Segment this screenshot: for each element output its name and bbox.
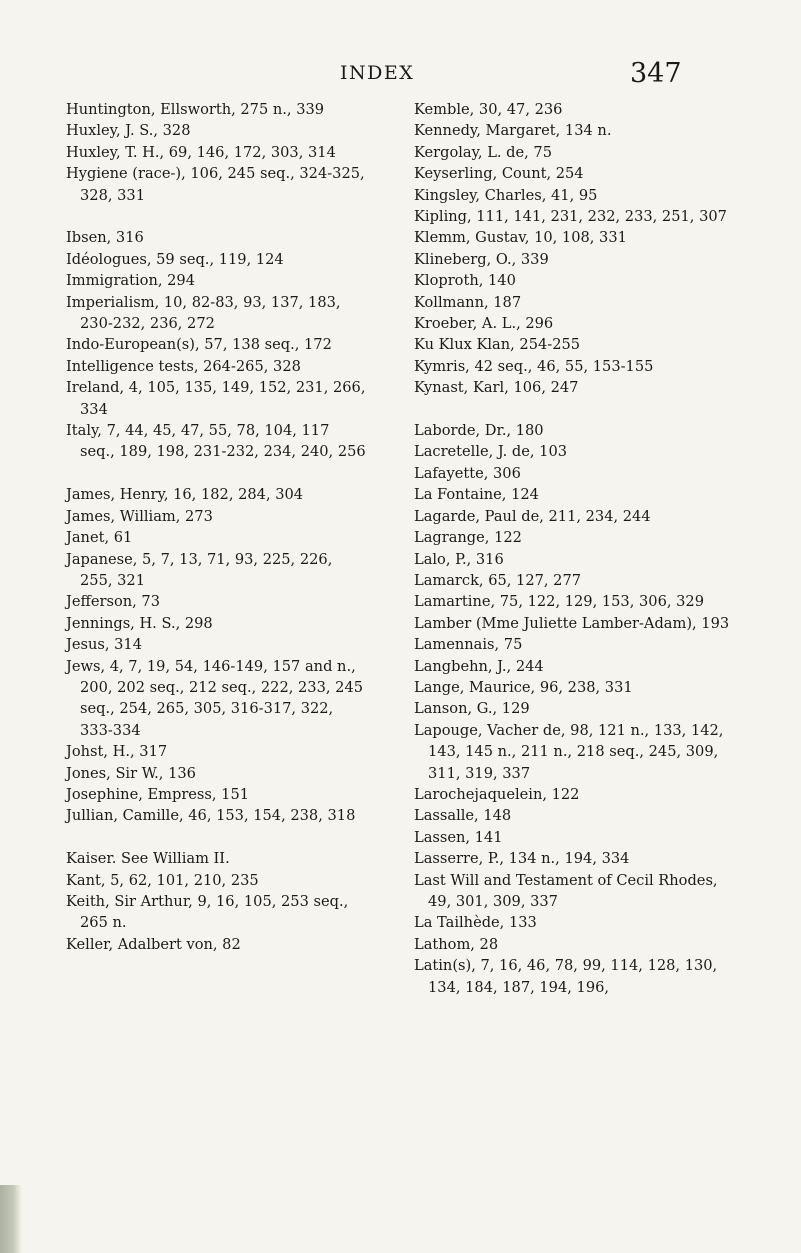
- index-entry: Immigration, 294: [66, 272, 195, 290]
- index-entry: Lacretelle, J. de, 103: [414, 443, 568, 461]
- index-entry: Lafayette, 306: [414, 464, 521, 482]
- index-entry: Kaiser. See William II.: [66, 850, 230, 868]
- index-entry: Janet, 61: [66, 529, 133, 547]
- index-entry: La Fontaine, 124: [414, 486, 539, 504]
- index-entry: Lamartine, 75, 122, 129, 153, 306, 329: [414, 593, 704, 611]
- index-entry: Italy, 7, 44, 45, 47, 55, 78, 104, 117 seq., 189, 198, 231-232, 234, 240, 256: [66, 422, 366, 461]
- index-entry: Huxley, T. H., 69, 146, 172, 303, 314: [66, 143, 336, 161]
- index-column-right: [414, 99, 736, 998]
- index-entry: Kymris, 42 seq., 46, 55, 153-155: [414, 357, 654, 375]
- index-entry: Lassalle, 148: [414, 807, 512, 825]
- index-entry: James, Henry, 16, 182, 284, 304: [66, 486, 304, 504]
- index-entry: Klineberg, O., 339: [414, 250, 549, 268]
- index-entry: Huntington, Ellsworth, 275 n., 339: [66, 101, 325, 118]
- index-entry: Johst, H., 317: [66, 743, 168, 761]
- index-entry: Kollmann, 187: [414, 293, 522, 311]
- index-entry: Imperialism, 10, 82-83, 93, 137, 183, 230-232, 236, 272: [66, 293, 341, 333]
- index-entry: Lagarde, Paul de, 211, 234, 244: [414, 507, 651, 525]
- index-entry: Keith, Sir Arthur, 9, 16, 105, 253 seq., 265 n.: [66, 892, 349, 932]
- index-entry: Jullian, Camille, 46, 153, 154, 238, 318: [66, 807, 356, 825]
- index-entry: Kemble, 30, 47, 236: [414, 101, 563, 118]
- index-entry: Larochejaquelein, 122: [414, 785, 580, 803]
- index-entry: Ireland, 4, 105, 135, 149, 152, 231, 266, 334: [66, 379, 366, 418]
- index-entry: Huxley, J. S., 328: [66, 122, 191, 140]
- index-entry: Lanson, G., 129: [414, 700, 530, 718]
- index-entry: Hygiene (race-), 106, 245 seq., 324-325, 328, 331: [66, 165, 365, 204]
- index-entry: Jesus, 314: [66, 636, 142, 654]
- index-entry: Idéologues, 59 seq., 119, 124: [66, 250, 284, 268]
- index-entry: Kingsley, Charles, 41, 95: [414, 186, 598, 204]
- index-entry: Lasserre, P., 134 n., 194, 334: [414, 850, 630, 868]
- index-entry: James, William, 273: [66, 507, 213, 525]
- index-entry: Kroeber, A. L., 296: [414, 315, 554, 333]
- index-entry: Jefferson, 73: [66, 593, 160, 611]
- index-entry: Intelligence tests, 264-265, 328: [66, 357, 301, 375]
- index-entry: Kipling, 111, 141, 231, 232, 233, 251, 307: [414, 208, 727, 226]
- index-entry: Kennedy, Margaret, 134 n.: [414, 122, 612, 140]
- index-entry: Keller, Adalbert von, 82: [66, 935, 241, 953]
- index-entry: Kloproth, 140: [414, 272, 516, 290]
- index-entry: Lange, Maurice, 96, 238, 331: [414, 678, 633, 696]
- scan-edge-mark: [0, 1185, 22, 1253]
- index-entry: La Tailhède, 133: [414, 914, 537, 932]
- index-entry: Ibsen, 316: [66, 229, 144, 247]
- index-entry: Klemm, Gustav, 10, 108, 331: [414, 229, 627, 247]
- index-entry: Lassen, 141: [414, 828, 503, 846]
- index-entry: Lamber (Mme Juliette Lamber-Adam), 193: [414, 614, 730, 632]
- index-entry: Keyserling, Count, 254: [414, 165, 584, 183]
- index-entry: Ku Klux Klan, 254-255: [414, 336, 581, 354]
- index-entry: Josephine, Empress, 151: [66, 785, 250, 803]
- page-number: 347: [630, 58, 682, 89]
- index-entry: Lagrange, 122: [414, 529, 522, 547]
- index-entry: Indo-European(s), 57, 138 seq., 172: [66, 336, 332, 354]
- index-entry: Kant, 5, 62, 101, 210, 235: [66, 871, 259, 889]
- index-entry: Lamennais, 75: [414, 636, 523, 654]
- index-entry: Jones, Sir W., 136: [66, 764, 196, 782]
- index-entry: Kergolay, L. de, 75: [414, 143, 552, 161]
- index-entry: Laborde, Dr., 180: [414, 422, 544, 440]
- index-entry: Kynast, Karl, 106, 247: [414, 379, 579, 397]
- index-entry: Japanese, 5, 7, 13, 71, 93, 225, 226, 255, 321: [66, 550, 333, 589]
- index-entry: Lathom, 28: [414, 935, 499, 953]
- index-entry: Lamarck, 65, 127, 277: [414, 571, 582, 589]
- index-entry: Last Will and Testament of Cecil Rhodes, 49, 301, 309, 337: [414, 871, 718, 911]
- index-entry: Jews, 4, 7, 19, 54, 146-149, 157 and n., 200, 202 seq., 212 seq., 222, 233, 245 seq., 254, 265, 305, 316-317, 322, 333-334: [66, 657, 364, 739]
- running-head: [0, 58, 801, 98]
- index-entry: Jennings, H. S., 298: [66, 614, 213, 632]
- index-column-left: [66, 99, 366, 955]
- index-entry: Lapouge, Vacher de, 98, 121 n., 133, 142, 143, 145 n., 211 n., 218 seq., 245, 309, 311, 319, 337: [414, 721, 724, 782]
- index-entry: Lalo, P., 316: [414, 550, 504, 568]
- index-entry: Langbehn, J., 244: [414, 657, 544, 675]
- page-title: INDEX: [340, 62, 415, 84]
- index-entry: Latin(s), 7, 16, 46, 78, 99, 114, 128, 130, 134, 184, 187, 194, 196,: [414, 957, 718, 996]
